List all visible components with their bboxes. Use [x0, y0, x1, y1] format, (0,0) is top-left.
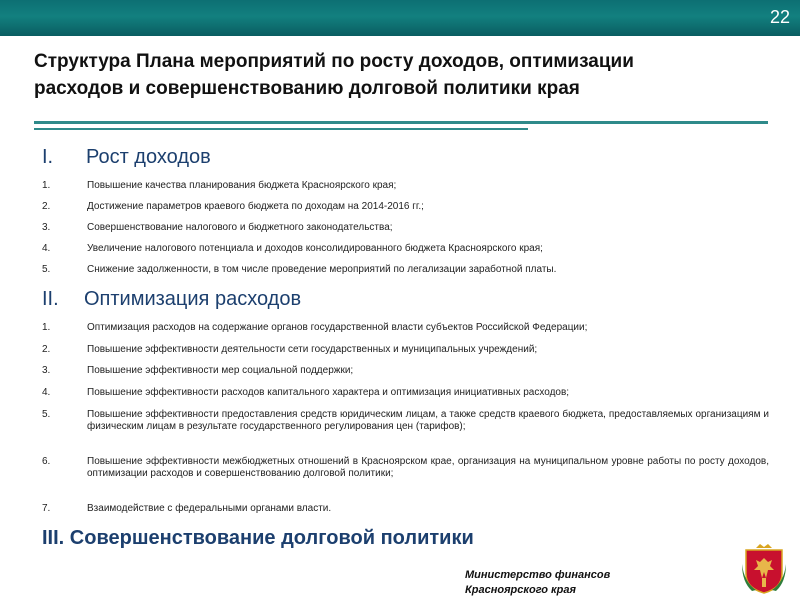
title-divider-long	[34, 121, 768, 124]
list-item-text: Повышение эффективности предоставления средств юридическим лицам, а также средств краевого бюджета, предоставляемых организациям и физическим лицам в результате государственного регулирования цен (тарифов);	[87, 409, 769, 432]
list-item-number: 1.	[42, 180, 51, 191]
list-item-number: 1.	[42, 322, 51, 333]
list-item-text: Повышение эффективности межбюджетных отношений в Красноярском крае, организация на муниципальном уровне работы по росту доходов, оптимизации расходов и совершенствованию долговой политики;	[87, 456, 769, 479]
list-item-number: 4.	[42, 387, 51, 398]
list-item-number: 2.	[42, 201, 51, 212]
list-item-number: 6.	[42, 456, 51, 467]
list-item-text: Повышение эффективности мер социальной поддержки;	[87, 365, 354, 376]
section-1-title: Рост доходов	[86, 146, 211, 168]
list-item-number: 5.	[42, 409, 51, 420]
list-item-number: 3.	[42, 365, 51, 376]
section-3-number: III.	[42, 527, 65, 549]
section-2-title: Оптимизация расходов	[84, 288, 302, 310]
section-2-heading	[42, 288, 301, 311]
list-item-text: Повышение эффективности деятельности сети государственных и муниципальных учреждений;	[87, 344, 538, 355]
list-item-text: Взаимодействие с федеральными органами власти.	[87, 503, 332, 514]
ministry-line-1: Министерство финансов	[465, 569, 611, 581]
list-item-text: Повышение эффективности расходов капитального характера и оптимизация инициативных расходов;	[87, 387, 570, 398]
list-item-number: 3.	[42, 222, 51, 233]
page-number: 22	[769, 7, 790, 27]
list-item-text: Повышение качества планирования бюджета Красноярского края;	[87, 180, 397, 191]
list-item-text: Совершенствование налогового и бюджетного законодательства;	[87, 222, 393, 233]
slide-title-line-2: расходов и совершенствованию долговой политики края	[34, 78, 580, 99]
list-item-text: Увеличение налогового потенциала и доходов консолидированного бюджета Красноярского края;	[87, 243, 543, 254]
title-divider-short	[34, 128, 528, 130]
list-item-text: Достижение параметров краевого бюджета по доходам на 2014-2016 гг.;	[87, 201, 424, 212]
section-1-heading	[42, 146, 211, 169]
section-1-number: I.	[42, 146, 54, 168]
ministry-line-2: Красноярского края	[465, 584, 576, 596]
list-item-number: 5.	[42, 264, 51, 275]
slide-title	[34, 48, 774, 102]
list-item-text: Снижение задолженности, в том числе проведение мероприятий по легализации заработной платы.	[87, 264, 557, 275]
slide-title-line-1: Структура Плана мероприятий по росту доходов, оптимизации	[34, 51, 634, 72]
section-3-title: Совершенствование долговой политики	[69, 527, 474, 549]
list-item-number: 7.	[42, 503, 51, 514]
list-item-text: Оптимизация расходов на содержание органов государственной власти субъектов Российской Федерации;	[87, 322, 588, 333]
ministry-signature	[465, 568, 610, 598]
section-3-heading	[42, 527, 474, 550]
section-2-number: II.	[42, 288, 59, 310]
krasnoyarsk-coat-of-arms-icon	[742, 544, 786, 594]
top-banner	[0, 0, 800, 36]
list-item-number: 4.	[42, 243, 51, 254]
list-item-number: 2.	[42, 344, 51, 355]
